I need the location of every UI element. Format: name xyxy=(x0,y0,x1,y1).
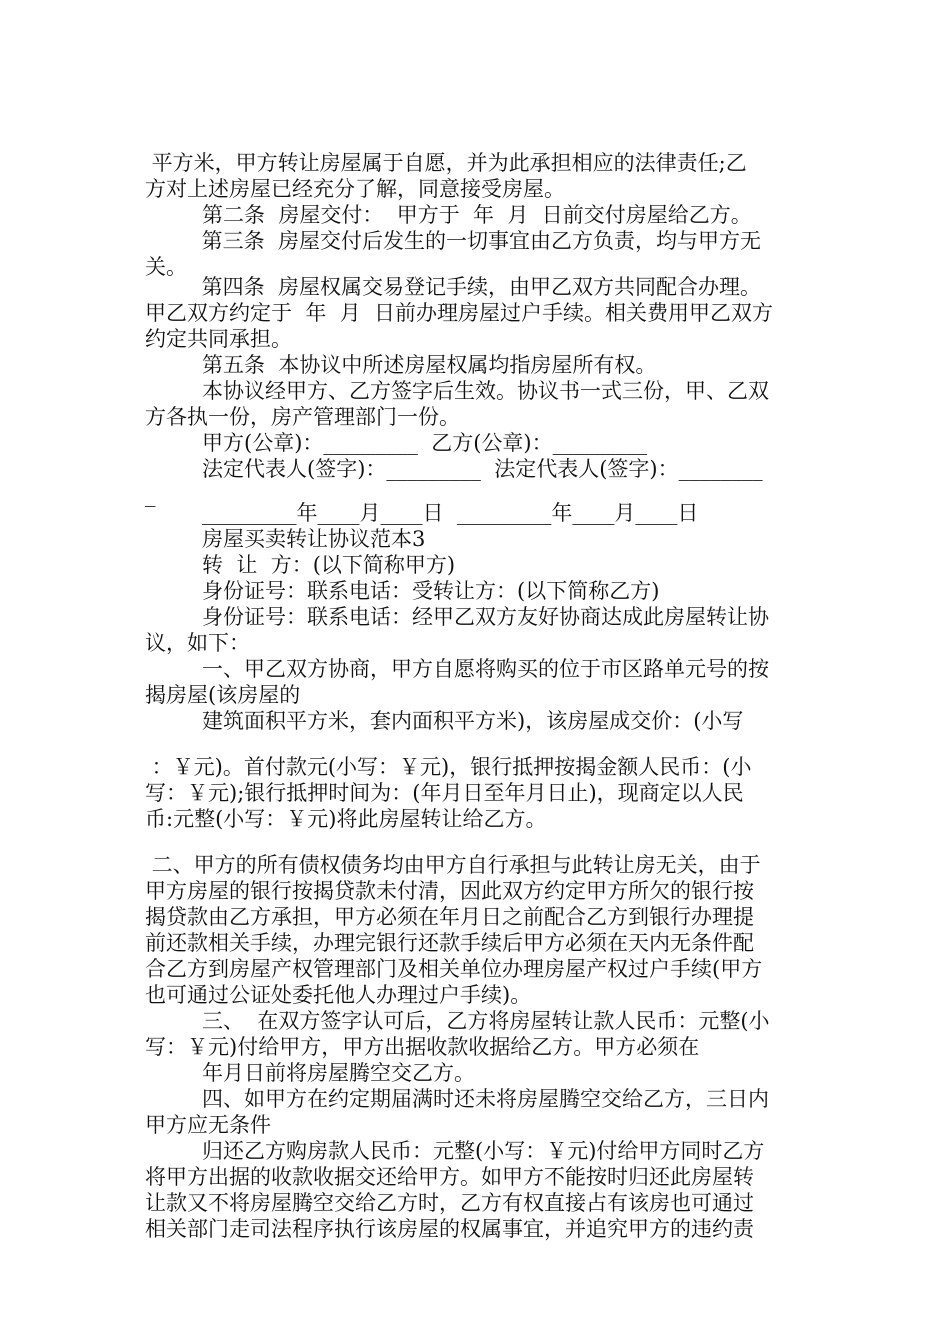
text-line: 合乙方到房屋产权管理部门及相关单位办理房屋产权过户手续(甲方 xyxy=(145,957,763,981)
text-line: 转 让 方：(以下简称甲方) xyxy=(202,553,456,577)
text-line: 第四条 房屋权属交易登记手续，由甲乙双方共同配合办理。 xyxy=(195,275,762,299)
signature-line: 法定代表人(签字)：_________ 法定代表人(签字)：________ xyxy=(202,457,763,481)
text-line: 身份证号：联系电话：经甲乙双方友好协商达成此房屋转让协 xyxy=(202,605,769,629)
text-line: 建筑面积平方米，套内面积平方米)，该房屋成交价：(小写 xyxy=(202,709,744,733)
text-line: 写：￥元);银行抵押时间为：(年月日至年月日止)，现商定以人民 xyxy=(145,781,744,805)
text-line: 年月日前将房屋腾空交乙方。 xyxy=(202,1061,475,1085)
text-line: 揭贷款由乙方承担，甲方必须在年月日之前配合乙方到银行办理提 xyxy=(145,905,754,929)
text-line: 第五条 本协议中所述房屋权属均指房屋所有权。 xyxy=(202,353,657,377)
section-title: 房屋买卖转让协议范本3 xyxy=(202,527,426,551)
text-line: 让款又不将房屋腾空交给乙方时，乙方有权直接占有该房也可通过 xyxy=(145,1191,754,1215)
text-line: 币:元整(小写：￥元)将此房屋转让给乙方。 xyxy=(145,807,547,831)
text-line: 相关部门走司法程序执行该房屋的权属事宜，并追究甲方的违约责 xyxy=(145,1217,754,1241)
date-line: _________年____月____日 _________年____月____日 xyxy=(202,501,699,525)
text-line: 第二条 房屋交付： 甲方于 年 月 日前交付房屋给乙方。 xyxy=(202,203,752,227)
text-line: 二、甲方的所有债权债务均由甲方自行承担与此转让房无关，由于 xyxy=(145,853,761,877)
text-line: 身份证号：联系电话：受转让方：(以下简称乙方) xyxy=(202,579,660,603)
text-line: 三、 在双方签字认可后，乙方将房屋转让款人民币：元整(小 xyxy=(202,1009,770,1033)
text-line: 议，如下： xyxy=(145,631,250,655)
text-line: 将甲方出据的收款收据交还给甲方。如甲方不能按时归还此房屋转 xyxy=(145,1165,754,1189)
text-line: 也可通过公证处委托他人办理过户手续)。 xyxy=(145,983,532,1007)
text-line: 甲乙双方约定于 年 月 日前办理房屋过户手续。相关费用甲乙双方 xyxy=(145,301,774,325)
text-line: 关。 xyxy=(145,255,187,279)
text-line: 约定共同承担。 xyxy=(145,327,292,351)
text-line: 写：￥元)付给甲方，甲方出据收款收据给乙方。甲方必须在 xyxy=(145,1035,700,1059)
text-line: 方对上述房屋已经充分了解，同意接受房屋。 xyxy=(145,177,565,201)
text-line: ：￥元)。首付款元(小写：￥元)，银行抵押按揭金额人民币：(小 xyxy=(145,755,752,779)
text-line: 归还乙方购房款人民币：元整(小写：￥元)付给甲方同时乙方 xyxy=(202,1139,765,1163)
text-line: 前还款相关手续，办理完银行还款手续后甲方必须在天内无条件配 xyxy=(145,931,754,955)
text-line: 方各执一份，房产管理部门一份。 xyxy=(145,405,460,429)
signature-line: 甲方(公章)：_________ 乙方(公章)：_________ xyxy=(202,431,648,455)
signature-line: _ xyxy=(145,483,156,507)
text-line: 第三条 房屋交付后发生的一切事宜由乙方负责，均与甲方无 xyxy=(195,229,762,253)
text-line: 甲方房屋的银行按揭贷款未付清，因此双方约定甲方所欠的银行按 xyxy=(145,879,754,903)
text-line: 四、如甲方在约定期届满时还未将房屋腾空交给乙方，三日内 xyxy=(202,1087,769,1111)
text-line: 本协议经甲方、乙方签字后生效。协议书一式三份，甲、乙双 xyxy=(202,379,769,403)
text-line: 一、甲乙双方协商，甲方自愿将购买的位于市区路单元号的按 xyxy=(202,657,769,681)
text-line: 揭房屋(该房屋的 xyxy=(145,683,301,707)
text-line: 平方米，甲方转让房屋属于自愿，并为此承担相应的法律责任;乙 xyxy=(145,151,747,175)
text-line: 甲方应无条件 xyxy=(145,1113,271,1137)
